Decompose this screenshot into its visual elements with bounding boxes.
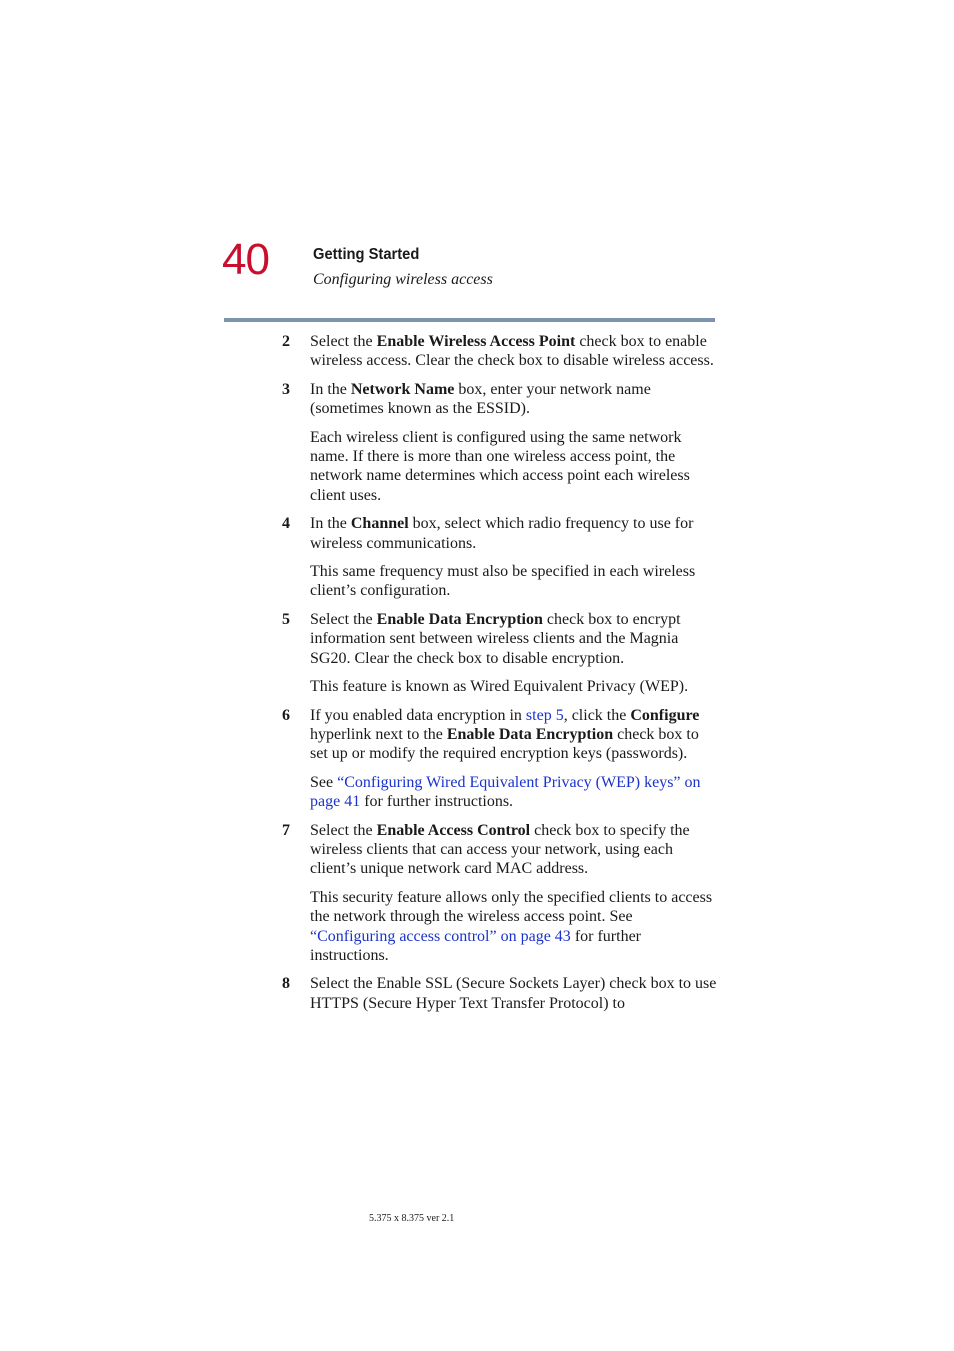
text-run: Each wireless client is configured using the same network name. If there is more than one wireless access point, the network name determines which access point each wireless client uses. xyxy=(310,428,690,504)
step-number: 4 xyxy=(282,515,290,533)
step-item xyxy=(280,380,720,505)
cross-reference-link[interactable]: “Configuring Wired Equivalent Privacy (WEP) keys” on page 41 xyxy=(310,773,701,811)
ui-term: Enable Data Encryption xyxy=(446,725,614,743)
step-item xyxy=(280,610,720,697)
text-run: check box to encrypt information sent between wireless clients and the Magnia SG20. Clear the check box to disable encryption. xyxy=(310,610,681,667)
text-run: This same frequency must also be specified in each wireless client’s configuration. xyxy=(310,563,696,600)
step-number: 5 xyxy=(282,610,290,628)
chapter-title: Getting Started xyxy=(313,246,420,263)
step-item xyxy=(280,706,720,812)
step-paragraph xyxy=(310,677,720,696)
text-run: hyperlink next to the xyxy=(310,725,447,743)
step-number: 7 xyxy=(282,821,290,839)
step-number: 2 xyxy=(282,333,290,350)
ui-term: Network Name xyxy=(350,380,455,398)
step-paragraph xyxy=(310,514,720,553)
ui-term: Configure xyxy=(630,706,700,724)
step-item xyxy=(280,974,720,1013)
ui-term: Enable Wireless Access Point xyxy=(376,333,576,350)
step-paragraph xyxy=(310,974,720,1013)
text-run: box, enter your network name (sometimes known as the ESSID). xyxy=(310,380,651,418)
text-run: In the xyxy=(310,515,351,533)
step-number: 8 xyxy=(282,975,290,993)
step-number: 3 xyxy=(282,380,290,398)
text-run: In the xyxy=(310,380,351,398)
page-number: 40 xyxy=(222,235,269,284)
text-run: for further instructions. xyxy=(360,793,514,811)
step-paragraph xyxy=(310,562,720,601)
step-paragraph xyxy=(310,380,720,419)
step-item xyxy=(280,514,720,601)
step-number: 6 xyxy=(282,706,290,724)
step-item xyxy=(280,332,720,371)
text-run: Select the xyxy=(310,333,377,350)
step-paragraph xyxy=(310,888,720,966)
step-paragraph xyxy=(310,610,720,668)
step-paragraph xyxy=(310,428,720,506)
section-title: Configuring wireless access xyxy=(313,271,493,288)
step-item xyxy=(280,821,720,966)
ui-term: Enable Data Encryption xyxy=(376,610,543,628)
text-run: Select the Enable SSL (Secure Sockets Layer) check box to use HTTPS (Secure Hyper Text Transfer Protocol) to xyxy=(310,975,717,1012)
text-run: If you enabled data encryption in xyxy=(310,706,526,724)
cross-reference-link[interactable]: step 5 xyxy=(525,706,564,724)
footer-note: 5.375 x 8.375 ver 2.1 xyxy=(369,1213,455,1224)
text-run: This security feature allows only the specified clients to access the network through the wireless access point. See xyxy=(310,888,713,926)
ui-term: Enable Access Control xyxy=(376,821,531,839)
text-run: check box to enable wireless access. Clear the check box to disable wireless access. xyxy=(310,333,714,370)
text-run: box, select which radio frequency to use for wireless communications. xyxy=(310,515,694,552)
steps-list xyxy=(280,332,720,1022)
cross-reference-link[interactable]: “Configuring access control” on page 43 xyxy=(310,927,571,945)
step-paragraph xyxy=(310,332,720,371)
ui-term: Channel xyxy=(350,515,409,533)
text-run: for further instructions. xyxy=(310,927,641,964)
text-run: See xyxy=(310,773,338,791)
text-run: Select the xyxy=(310,610,377,628)
text-run: check box to specify the wireless clients that can access your network, using each client’s unique network card MAC address. xyxy=(310,821,690,878)
text-run: , click the xyxy=(563,706,631,724)
header-rule xyxy=(224,318,715,322)
step-paragraph xyxy=(310,706,720,764)
text-run: Select the xyxy=(310,821,377,839)
step-paragraph xyxy=(310,773,720,812)
step-paragraph xyxy=(310,821,720,879)
text-run: check box to set up or modify the required encryption keys (passwords). xyxy=(310,725,699,763)
text-run: This feature is known as Wired Equivalent Privacy (WEP). xyxy=(310,678,689,696)
